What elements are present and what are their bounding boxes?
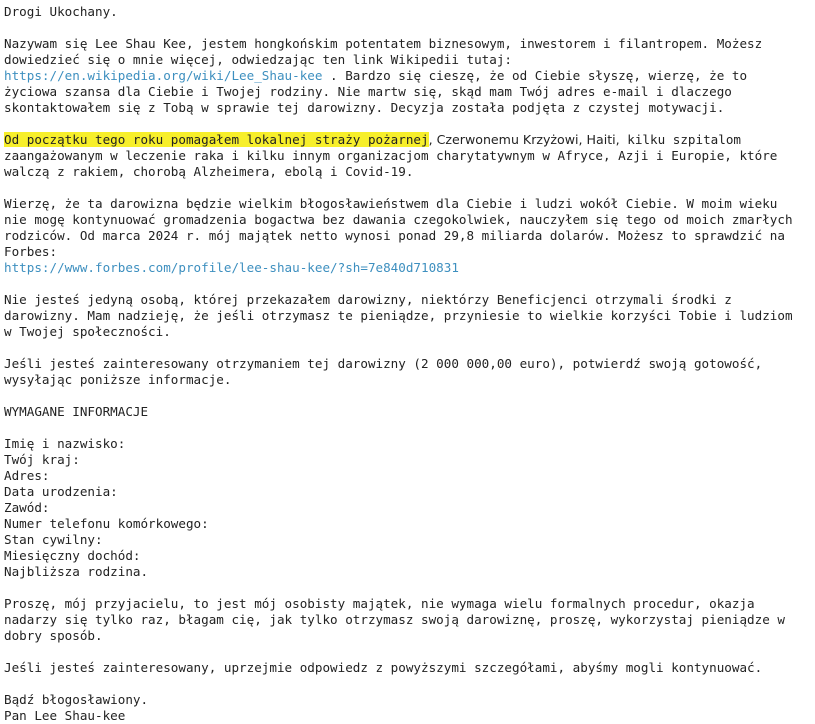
reply-request-paragraph: Jeśli jesteś zainteresowany, uprzejmie odpowiedz z powyższymi szczegółami, abyśmy mogli kontynuować. bbox=[4, 660, 763, 675]
wealth-paragraph bbox=[4, 196, 804, 276]
forbes-link[interactable]: https://www.forbes.com/profile/lee-shau-kee/?sh=7e840d710831 bbox=[4, 260, 459, 275]
intro-text-1: Nazywam się Lee Shau Kee, jestem hongkońskim potentatem biznesowym, inwestorem i filantropem. Możesz dowiedzieć się o mnie więcej, odwiedzając ten link Wikipedii tutaj: bbox=[4, 36, 763, 67]
field-birth-date: Data urodzenia: bbox=[4, 484, 118, 499]
charity-text-proportional: , Czerwonemu Krzyżowi, Haiti, bbox=[428, 132, 620, 147]
field-occupation: Zawód: bbox=[4, 500, 50, 515]
donation-paragraph: Jeśli jesteś zainteresowany otrzymaniem tej darowizny (2 000 000,00 euro), potwierdź swoją gotowość, wysyłając poniższe informacje. bbox=[4, 356, 763, 387]
intro-text-2: . Bardzo się cieszę, że od Ciebie słyszę, wierzę, że to życiowa szansa dla Ciebie i Twojej rodziny. Nie martw się, skąd mam Twój adres e-mail i dlaczego skontaktowałem się z Tobą w sprawie tej darowizny. Decyzja została podjęta z czystej motywacji. bbox=[4, 68, 748, 115]
charity-paragraph bbox=[4, 132, 804, 180]
signature: Pan Lee Shau-kee bbox=[4, 708, 126, 723]
field-full-name: Imię i nazwisko: bbox=[4, 436, 126, 451]
field-next-of-kin: Najbliższa rodzina. bbox=[4, 564, 149, 579]
email-body bbox=[4, 4, 804, 724]
field-mobile-phone: Numer telefonu komórkowego: bbox=[4, 516, 209, 531]
plea-paragraph: Proszę, mój przyjacielu, to jest mój osobisty majątek, nie wymaga wielu formalnych procedur, okazja nadarzy się tylko raz, błagam cię, jak tylko otrzymasz swoją darowiznę, proszę, wykorzystaj pieniądze w dobry sposób. bbox=[4, 596, 785, 643]
beneficiaries-paragraph: Nie jesteś jedyną osobą, której przekazałem darowizny, niektórzy Beneficjenci otrzymali środki z darowizny. Mam nadzieję, że jeśli otrzymasz te pieniądze, przyniesie to wielkie korzyści Tobie i ludziom w Twojej społeczności. bbox=[4, 292, 793, 339]
wikipedia-link[interactable]: https://en.wikipedia.org/wiki/Lee_Shau-kee bbox=[4, 68, 323, 83]
greeting: Drogi Ukochany. bbox=[4, 4, 118, 19]
intro-paragraph bbox=[4, 36, 804, 116]
field-monthly-income: Miesięczny dochód: bbox=[4, 548, 141, 563]
field-marital-status: Stan cywilny: bbox=[4, 532, 103, 547]
wealth-text: Wierzę, że ta darowizna będzie wielkim błogosławieństwem dla Ciebie i ludzi wokół Ciebie. W moim wieku nie mogę kontynuować gromadzenia bogactwa bez dawania czegokolwiek, nauczyłem się tego od moich zmarłych rodziców. Od marca 2024 r. mój majątek netto wynosi ponad 29,8 miliarda dolarów. Możesz to sprawdzić na Forbes: bbox=[4, 196, 793, 259]
closing-line: Bądź błogosławiony. bbox=[4, 692, 149, 707]
highlighted-text: Od początku tego roku pomagałem lokalnej straży pożarnej bbox=[4, 132, 429, 147]
required-info-heading: WYMAGANE INFORMACJE bbox=[4, 404, 149, 419]
field-country: Twój kraj: bbox=[4, 452, 80, 467]
signoff bbox=[4, 692, 804, 724]
charity-text: kilku szpitalom zaangażowanym w leczenie raka i kilku innym organizacjom charytatywnym w Afryce, Azji i Europie, które walczą z rakiem, chorobą Alzheimera, ebolą i Covid-19. bbox=[4, 132, 778, 179]
required-fields-list bbox=[4, 436, 804, 580]
field-address: Adres: bbox=[4, 468, 50, 483]
